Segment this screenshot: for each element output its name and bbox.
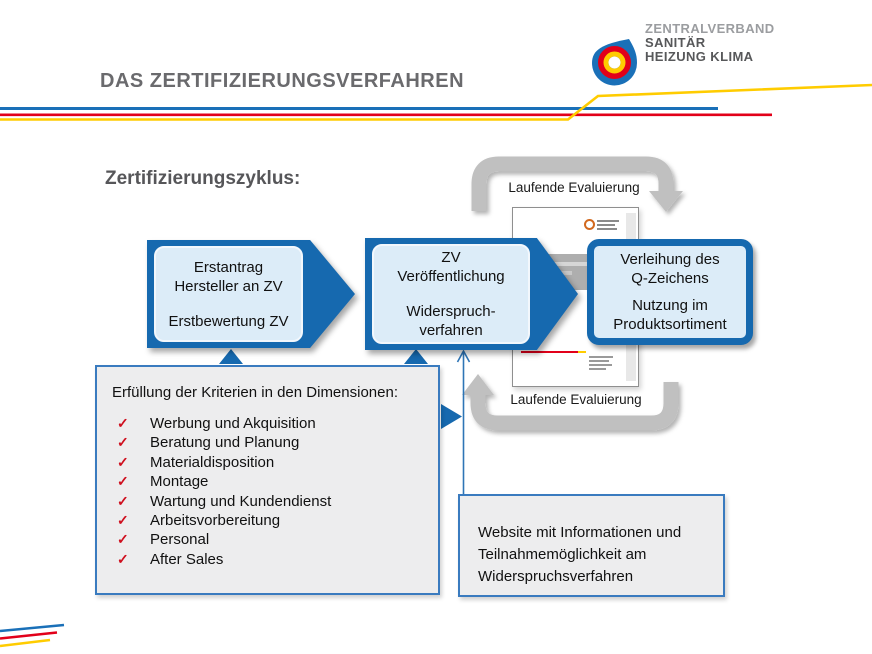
cycle-label: Zertifizierungszyklus:	[105, 168, 301, 189]
website-note-panel	[458, 494, 725, 597]
arrow-website-to-step2	[458, 351, 470, 494]
step1-line1: Erstantrag	[193, 258, 264, 276]
step-box-erstantrag	[147, 240, 355, 348]
list-item	[117, 414, 428, 433]
document-mini-logo-icon	[584, 219, 595, 230]
arrow-criteria-to-step1	[219, 349, 243, 364]
footer-brand-lines	[0, 625, 64, 646]
list-item	[117, 511, 428, 530]
logo-line-2: SANITÄR	[645, 35, 706, 50]
step3-line3: Nutzung im	[632, 297, 708, 314]
step3-line1: Verleihung des	[620, 251, 720, 268]
page-title: DAS ZERTIFIZIERUNGSVERFAHREN	[100, 70, 465, 92]
list-item	[117, 453, 428, 472]
step2-line3: Widerspruch-	[406, 303, 496, 320]
arrow-criteria-right	[441, 404, 462, 429]
document-mini-text	[597, 228, 617, 230]
criteria-list	[112, 414, 428, 569]
document-yellow-rule	[578, 351, 586, 353]
criteria-item-label: Materialdisposition	[150, 453, 275, 471]
website-note-line3: Widerspruchsverfahren	[478, 568, 634, 585]
criteria-item-label: Personal	[150, 531, 210, 549]
evaluation-label-top: Laufende Evaluierung	[508, 180, 640, 195]
document-mini-text	[597, 220, 619, 222]
website-note-line1: Website mit Informationen und	[478, 524, 682, 541]
criteria-panel	[95, 365, 440, 595]
criteria-title: Erfüllung der Kriterien in den Dimensionen:	[112, 384, 398, 401]
document-red-rule	[521, 351, 578, 353]
checkmark-icon: ✓	[117, 415, 129, 431]
document-footer-text	[589, 368, 606, 370]
arrow-criteria-to-step2	[404, 349, 428, 364]
step-text	[372, 244, 530, 344]
checkmark-icon: ✓	[117, 473, 129, 490]
checkmark-icon: ✓	[117, 453, 129, 470]
step2-line1: ZV	[441, 249, 461, 266]
checkmark-icon: ✓	[117, 531, 129, 548]
list-item	[117, 472, 428, 491]
logo-line-3: HEIZUNG KLIMA	[645, 49, 754, 64]
step2-line4: verfahren	[419, 322, 483, 339]
list-item	[117, 433, 428, 452]
step-text	[154, 246, 303, 342]
document-footer-text	[589, 364, 612, 366]
checkmark-icon: ✓	[117, 550, 129, 567]
logo-line-1: ZENTRALVERBAND	[645, 21, 775, 36]
document-footer-text	[589, 360, 609, 362]
step1-line3: Erstbewertung ZV	[168, 312, 289, 330]
checkmark-icon: ✓	[117, 492, 129, 509]
zvshk-logo-icon	[592, 39, 637, 86]
evaluation-label-bottom: Laufende Evaluierung	[510, 392, 642, 407]
criteria-item-label: Wartung und Kundendienst	[150, 492, 332, 510]
step1-line2: Hersteller an ZV	[174, 277, 283, 295]
list-item	[117, 530, 428, 549]
step-box-verleihung	[587, 239, 753, 345]
list-item	[117, 492, 428, 511]
zvshk-logo-text	[645, 22, 775, 64]
step-box-veroeffentlichung	[365, 238, 578, 350]
document-mini-text	[597, 224, 615, 226]
step3-line2: Q-Zeichens	[631, 270, 709, 287]
criteria-item-label: After Sales	[150, 550, 224, 568]
criteria-item-label: Arbeitsvorbereitung	[150, 512, 281, 530]
criteria-item-label: Beratung und Planung	[150, 434, 300, 452]
website-note-line2: Teilnahmemöglichkeit am	[478, 546, 647, 563]
criteria-item-label: Werbung und Akquisition	[150, 415, 316, 432]
checkmark-icon: ✓	[117, 512, 129, 529]
document-footer-text	[589, 356, 613, 358]
step3-line4: Produktsortiment	[613, 316, 727, 333]
step2-line2: Veröffentlichung	[397, 268, 505, 285]
checkmark-icon: ✓	[117, 434, 129, 451]
criteria-item-label: Montage	[150, 473, 209, 491]
list-item	[117, 550, 428, 569]
